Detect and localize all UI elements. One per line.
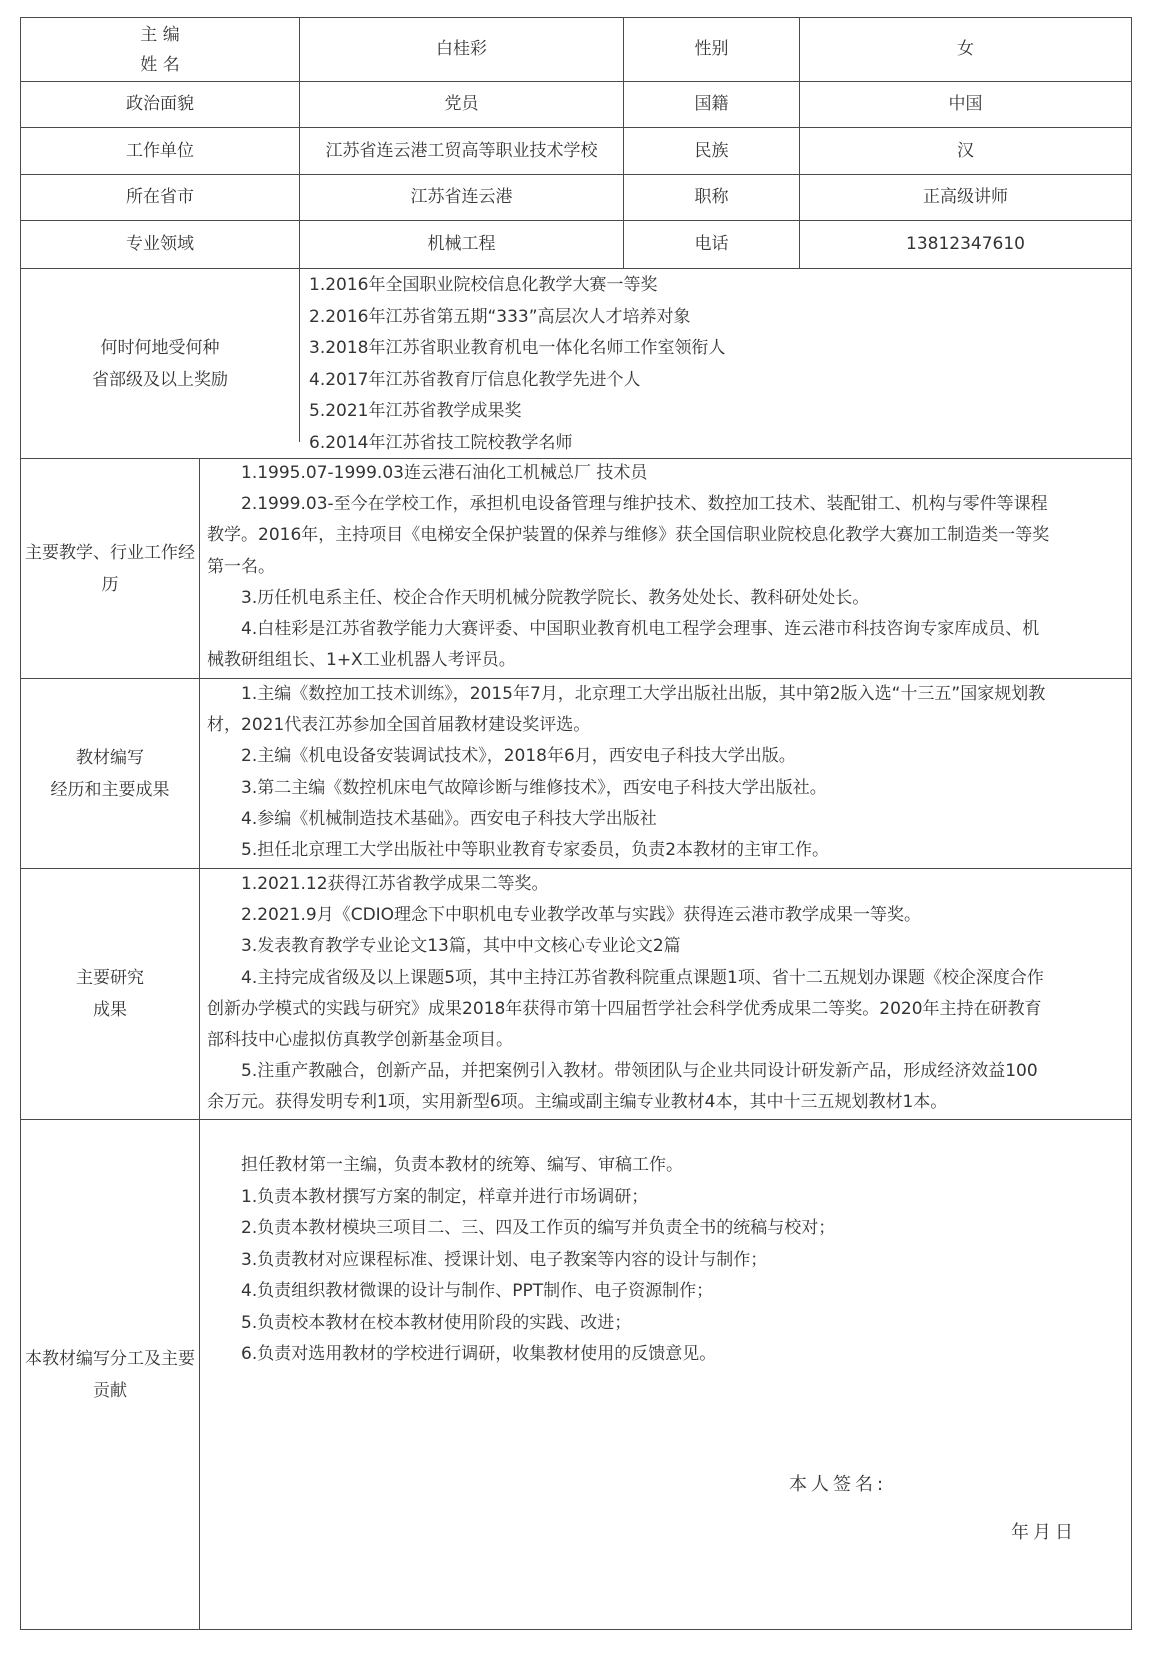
career-list — [207, 458, 1053, 676]
ethnicity-label: 民族 — [694, 140, 729, 161]
awards-list — [309, 270, 1124, 459]
phone-value: 13812347610 — [906, 234, 1025, 254]
awards-label: 何时何地受何种 省部级及以上奖励 — [92, 337, 228, 390]
gender-label: 性别 — [694, 39, 729, 59]
list-item: 4.参编《机械制造技术基础》。西安电子科技大学出版社 — [241, 808, 657, 829]
ethnicity-value: 汉 — [957, 140, 974, 161]
career-label: 主要教学、行业工作经 历 — [25, 542, 195, 595]
list-item: 2.负责本教材模块三项目二、三、四及工作页的编写并负责全书的统稿与校对； — [241, 1218, 836, 1238]
nationality-label: 国籍 — [694, 94, 729, 114]
list-item: 5.注重产教融合，创新产品，并把案例引入教材。带领团队与企业共同设计研发新产品，形成经济效益100余万元。获得发明专利1项，实用新型6项。主编或副主编专业教材4本，其中十三五规划教材1本。 — [207, 1061, 1038, 1113]
list-item: 3.第二主编《数控机床电气故障诊断与维修技术》，西安电子科技大学出版社。 — [241, 777, 827, 798]
list-item: 6.负责对选用教材的学校进行调研，收集教材使用的反馈意见。 — [241, 1344, 717, 1364]
list-item: 3.发表教育教学专业论文13篇，其中中文核心专业论文2篇 — [241, 936, 681, 957]
list-item: 5.负责校本教材在校本教材使用阶段的实践、改进； — [241, 1312, 632, 1333]
list-item: 2.2016年江苏省第五期“333”高层次人才培养对象 — [309, 306, 691, 327]
phone-label: 电话 — [694, 234, 729, 254]
list-item: 2.主编《机电设备安装调试技术》，2018年6月，西安电子科技大学出版。 — [241, 746, 796, 767]
col-divider — [199, 458, 200, 1630]
editor-name-value: 白桂彩 — [436, 39, 487, 59]
politics-label: 政治面貌 — [126, 94, 194, 114]
textbooks-list — [207, 679, 1053, 866]
field-label: 专业领域 — [126, 234, 194, 254]
list-item: 1.主编《数控加工技术训练》，2015年7月，北京理工大学出版社出版，其中第2版入选“十三五”国家规划教材，2021代表江苏参加全国首届教材建设奖评选。 — [207, 684, 1046, 736]
textbooks-label: 教材编写 经历和主要成果 — [50, 747, 170, 800]
list-item: 2.1999.03-至今在学校工作，承担机电设备管理与维护技术、数控加工技术、装配钳工、机构与零件等课程教学。2016年，主持项目《电梯安全保护装置的保养与维修》获全国信职业院校息化教学大赛加工制造类一等奖第一名。 — [207, 494, 1050, 577]
contribution-list — [207, 1150, 1053, 1371]
list-item: 1.2016年全国职业院校信息化教学大赛一等奖 — [309, 275, 658, 295]
employer-value: 江苏省连云港工贸高等职业技术学校 — [325, 140, 598, 161]
list-item: 4.2017年江苏省教育厅信息化教学先进个人 — [309, 369, 641, 390]
research-list — [207, 869, 1053, 1119]
list-item: 4.负责组织教材微课的设计与制作、PPT制作、电子资源制作； — [241, 1281, 714, 1301]
list-item: 5.2021年江苏省教学成果奖 — [309, 401, 522, 421]
politics-value: 党员 — [444, 94, 479, 114]
list-item: 2.2021.9月《CDIO理念下中职机电专业教学改革与实践》获得连云港市教学成果一等奖。 — [241, 905, 922, 926]
signature-label: 本人签名: — [789, 1474, 888, 1495]
province-value: 江苏省连云港 — [410, 187, 513, 207]
contribution-label: 本教材编写分工及主要 贡献 — [25, 1349, 195, 1401]
editor-info-form — [20, 17, 1132, 1630]
gender-value: 女 — [957, 39, 974, 59]
list-item: 4.白桂彩是江苏省教学能力大赛评委、中国职业教育机电工程学会理事、连云港市科技咨询专家库成员、机械教研组组长、1+X工业机器人考评员。 — [207, 619, 1040, 671]
editor-name-label: 主 编 姓 名 — [140, 24, 180, 75]
list-item: 4.主持完成省级及以上课题5项，其中主持江苏省教科院重点课题1项、省十二五规划办课题《校企深度合作创新办学模式的实践与研究》成果2018年获得市第十四届哲学社会科学优秀成果二等奖。2020年主持在研教育部科技中心虚拟仿真教学创新基金项目。 — [207, 967, 1044, 1051]
nationality-value: 中国 — [948, 94, 983, 114]
title-value: 正高级讲师 — [923, 187, 1008, 207]
research-label: 主要研究 成果 — [76, 968, 144, 1020]
list-item: 1.2021.12获得江苏省教学成果二等奖。 — [241, 874, 549, 894]
list-item: 3.2018年江苏省职业教育机电一体化名师工作室领衔人 — [309, 338, 726, 358]
list-item: 5.担任北京理工大学出版社中等职业教育专家委员，负责2本教材的主审工作。 — [241, 840, 830, 861]
list-item: 3.负责教材对应课程标准、授课计划、电子教案等内容的设计与制作； — [241, 1249, 768, 1270]
date-label: 年月日 — [1011, 1522, 1077, 1543]
list-item: 6.2014年江苏省技工院校教学名师 — [309, 432, 573, 453]
title-label: 职称 — [694, 187, 729, 207]
contribution-intro: 担任教材第一主编，负责本教材的统筹、编写、审稿工作。 — [241, 1155, 683, 1175]
employer-label: 工作单位 — [126, 140, 194, 161]
list-item: 1.负责本教材撰写方案的制定，样章并进行市场调研； — [241, 1186, 649, 1207]
province-label: 所在省市 — [126, 187, 194, 207]
list-item: 1.1995.07-1999.03连云港石油化工机械总厂 技术员 — [241, 463, 648, 483]
list-item: 3.历任机电系主任、校企合作天明机械分院教学院长、教务处处长、教科研处处长。 — [241, 587, 870, 608]
field-value: 机械工程 — [427, 234, 496, 254]
